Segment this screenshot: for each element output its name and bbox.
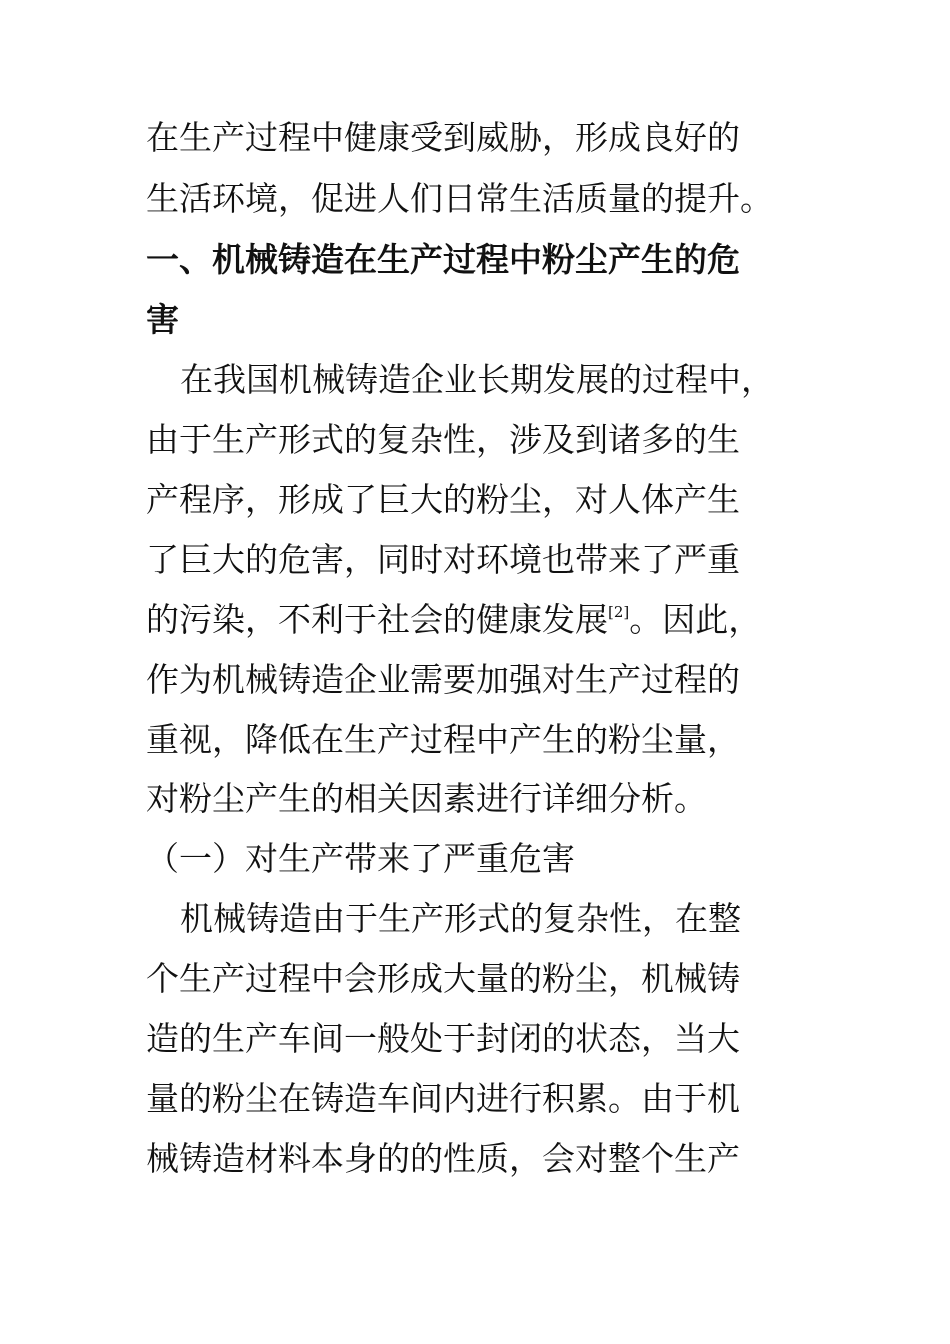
para1-line-8: 对粉尘产生的相关因素进行详细分析。 — [146, 779, 707, 818]
para1-line-2: 由于生产形式的复杂性，涉及到诸多的生 — [146, 420, 740, 459]
para2-line-2: 个生产过程中会形成大量的粉尘，机械铸 — [146, 959, 740, 998]
para1-line-5 — [146, 600, 761, 640]
intro-line-1: 在生产过程中健康受到威胁，形成良好的 — [146, 118, 740, 157]
para2-line-1: 机械铸造由于生产形式的复杂性，在整 — [180, 899, 741, 938]
para1-line-5-text-end: 。因此， — [629, 600, 762, 639]
para1-line-1: 在我国机械铸造企业长期发展的过程中， — [180, 360, 774, 399]
para1-line-6: 作为机械铸造企业需要加强对生产过程的 — [146, 660, 740, 699]
para1-line-4: 了巨大的危害，同时对环境也带来了严重 — [146, 540, 740, 579]
para1-line-3: 产程序，形成了巨大的粉尘，对人体产生 — [146, 480, 740, 519]
para1-line-5-text: 的污染，不利于社会的健康发展 — [146, 600, 608, 639]
para2-line-4: 量的粉尘在铸造车间内进行积累。由于机 — [146, 1079, 740, 1118]
intro-line-2: 生活环境，促进人们日常生活质量的提升。 — [146, 179, 773, 218]
citation-marker: [2] — [608, 603, 630, 621]
para2-line-5: 械铸造材料本身的的性质，会对整个生产 — [146, 1139, 740, 1178]
subheading: （一）对生产带来了严重危害 — [146, 839, 575, 878]
section-heading-line-2: 害 — [146, 300, 179, 339]
para1-line-7: 重视，降低在生产过程中产生的粉尘量， — [146, 720, 740, 759]
para2-line-3: 造的生产车间一般处于封闭的状态，当大 — [146, 1019, 740, 1058]
section-heading-line-1: 一、机械铸造在生产过程中粉尘产生的危 — [146, 240, 740, 279]
